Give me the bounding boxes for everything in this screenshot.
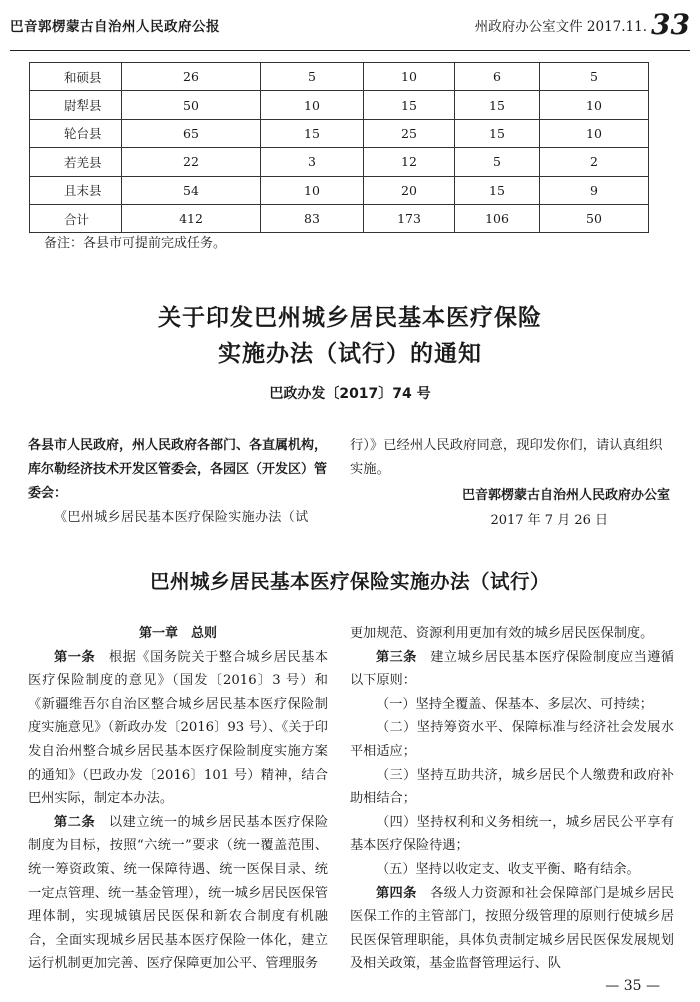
table-cell-value: 5 [540,63,649,91]
table-row [30,204,649,232]
notice-body-left: 《巴州城乡居民基本医疗保险实施办法（试 [54,510,309,525]
table-row [30,63,649,91]
table-cell-county: 若羌县 [30,148,122,176]
header-page-number: 33 [651,8,690,41]
table-cell-value: 10 [261,176,364,204]
notice-title [0,300,700,372]
principle-2: （二）坚持筹资水平、保障标准与经济社会发展水平相适应； [350,720,674,759]
article-1-label: 第一条 [54,649,96,665]
table-row [30,119,649,147]
table-cell-county: 轮台县 [30,119,122,147]
table-cell-value: 15 [455,176,540,204]
table-cell-value: 412 [122,204,261,232]
table-cell-value: 10 [540,119,649,147]
article-4-label: 第四条 [376,885,417,901]
sign-date: 2017 年 7 月 26 日 [490,513,608,528]
principle-4: （四）坚持权利和义务相统一，城乡居民公平享有基本医疗保险待遇； [350,814,674,854]
table-cell-value: 22 [122,148,261,176]
article-1-text: 根据《国务院关于整合城乡居民基本医疗保险制度的意见》（国发〔2016〕3 号）和《新疆维吾尔自治区整合城乡居民基本医疗保险制度实施意见》（新政办发〔2016〕93 号）、《关于印发自治州整合城乡居民基本医疗保险制度实施方案的通知》（巴政办发〔2016〕101 号）精神，结合巴州实际，制定本办法。 [28,649,329,807]
table-cell-county: 合计 [30,204,122,232]
table-note: 备注：各县市可提前完成任务。 [44,236,227,251]
principle-1: （一）坚持全覆盖、保基本、多层次、可持续； [376,696,653,712]
table-row [30,91,649,119]
chapter-heading: 第一章 总则 [138,626,217,641]
table-cell-value: 5 [261,63,364,91]
header-publication: 巴音郭楞蒙古自治州人民政府公报 [10,19,220,35]
signer: 巴音郭楞蒙古自治州人民政府办公室 [461,488,670,503]
table-cell-value: 9 [540,176,649,204]
table-cell-value: 106 [455,204,540,232]
table-cell-value: 65 [122,119,261,147]
table-cell-value: 6 [455,63,540,91]
table-cell-value: 15 [455,91,540,119]
table-cell-value: 10 [261,91,364,119]
article-2-label: 第二条 [54,814,96,830]
header-section [474,8,690,41]
article-3-label: 第三条 [376,649,417,665]
table-cell-county: 尉犁县 [30,91,122,119]
table-cell-value: 10 [540,91,649,119]
table-cell-value: 5 [455,148,540,176]
addressees: 各县市人民政府，州人民政府各部门、各直属机构，库尔勒经济技术开发区管委会，各园区（开发区）管委会： [28,438,328,501]
document-number: 巴政办发〔2017〕74 号 [269,386,431,402]
table-cell-value: 12 [364,148,455,176]
table-cell-county: 且末县 [30,176,122,204]
header-issue: 州政府办公室文件 2017.11. [474,19,648,35]
notice-body-right: 行）》已经州人民政府同意，现印发你们，请认真组织实施。 [350,438,663,477]
table-cell-value: 20 [364,176,455,204]
table-cell-value: 54 [122,176,261,204]
table-cell-value: 25 [364,119,455,147]
page-footer: — 35 — [605,978,660,994]
article-3-text: 建立城乡居民基本医疗保险制度应当遵循以下原则： [350,649,674,689]
table-row [30,148,649,176]
table-cell-value: 50 [122,91,261,119]
page-header [10,0,690,51]
table-cell-value: 15 [261,119,364,147]
table-cell-value: 83 [261,204,364,232]
article-4-text: 各级人力资源和社会保障部门是城乡居民医保工作的主管部门，按照分级管理的原则行使城乡居民医保管理职能，具体负责制定城乡居民医保发展规划及相关政策，基金监督管理运行、队 [350,885,674,972]
article-2 [28,811,328,976]
table-cell-county: 和硕县 [30,63,122,91]
article-1 [28,646,328,811]
table-cell-value: 50 [540,204,649,232]
article-4 [350,882,674,976]
article-2-text: 以建立统一的城乡居民基本医疗保险制度为目标，按照“六统一”要求（统一覆盖范围、统一筹资政策、统一保障待遇、统一医保目录、统一定点管理、统一基金管理），统一城乡居民医保管理体制，实现城镇居民医保和新农合制度有机融合，全面实现城乡居民基本医疗保险一体化，建立运行机制更加完善、医疗保障更加公平、管理服务 [28,814,329,972]
principle-3: （三）坚持互助共济，城乡居民个人缴费和政府补助相结合； [350,767,674,807]
table-cell-value: 3 [261,148,364,176]
table-row [30,176,649,204]
table-cell-value: 10 [364,63,455,91]
regulation-right-column [350,622,674,976]
article-3 [350,646,674,693]
principle-5: （五）坚持以收定支、收支平衡、略有结余。 [376,861,640,877]
article-2-continued: 更加规范、资源利用更加有效的城乡居民医保制度。 [350,626,654,641]
notice-left-column [28,434,334,530]
table-cell-value: 26 [122,63,261,91]
table-cell-value: 2 [540,148,649,176]
notice-title-line1: 关于印发巴州城乡居民基本医疗保险 [158,305,542,331]
table-cell-value: 15 [364,91,455,119]
regulation-left-column [28,622,328,976]
table-cell-value: 15 [455,119,540,147]
table-cell-value: 173 [364,204,455,232]
regulation-title: 巴州城乡居民基本医疗保险实施办法（试行） [149,570,550,593]
notice-title-line2: 实施办法（试行）的通知 [218,341,482,367]
task-table [29,62,649,233]
